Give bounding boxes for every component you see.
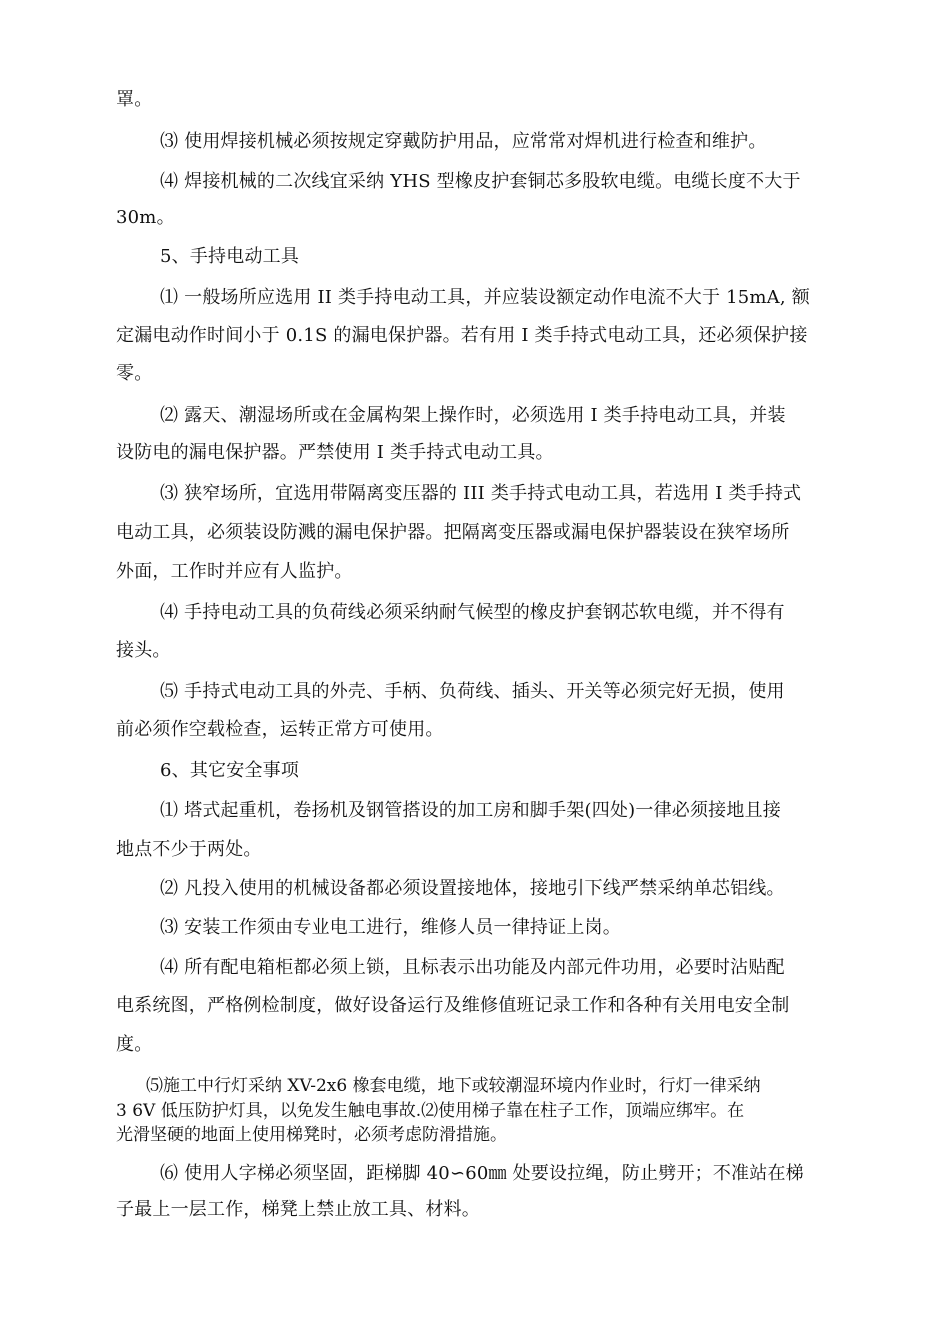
paragraph-line: ⑴ 塔式起重机，卷扬机及钢管搭设的加工房和脚手架(四处)一律必须接地且接 (160, 800, 781, 821)
paragraph-line: 子最上一层工作，梯凳上禁止放工具、材料。 (116, 1199, 480, 1220)
paragraph-line: ⑶ 使用焊接机械必须按规定穿戴防护用品，应常常对焊机进行检查和维护。 (160, 131, 767, 152)
paragraph-line: 零。 (116, 363, 153, 384)
paragraph-line: ⑹ 使用人字梯必须坚固，距梯脚 40∽60㎜ 处要设拉绳，防止劈开；不准站在梯 (160, 1163, 804, 1184)
paragraph-line: ⑸施工中行灯采纳 XV-2x6 橡套电缆，地下或较潮湿环境内作业时，行灯一律采纳 (146, 1076, 761, 1096)
paragraph-line: ⑷ 手持电动工具的负荷线必须采纳耐气候型的橡皮护套钢芯软电缆，并不得有 (160, 602, 785, 623)
section-heading: 5、手持电动工具 (160, 246, 300, 267)
paragraph-line: ⑶ 安装工作须由专业电工进行，维修人员一律持证上岗。 (160, 917, 621, 938)
paragraph-line: ⑵ 露天、潮湿场所或在金属构架上操作时，必须选用 I 类手持电动工具，并装 (160, 405, 786, 426)
paragraph-line: 度。 (116, 1034, 153, 1055)
paragraph-line: 设防电的漏电保护器。严禁使用 I 类手持式电动工具。 (116, 442, 554, 463)
paragraph-line: 30m。 (116, 207, 175, 228)
paragraph-line: 3 6V 低压防护灯具，以免发生触电事故.⑵使用梯子靠在柱子工作，顶端应绑牢。在 (116, 1101, 745, 1121)
paragraph-line: ⑷ 所有配电箱柜都必须上锁，且标表示出功能及内部元件功用，必要时沾贴配 (160, 957, 785, 978)
paragraph-line: ⑸ 手持式电动工具的外壳、手柄、负荷线、插头、开关等必须完好无损，使用 (160, 681, 785, 702)
paragraph-line: 定漏电动作时间小于 0.1S 的漏电保护器。若有用 I 类手持式电动工具，还必须保护接 (116, 325, 808, 346)
section-heading: 6、其它安全事项 (160, 760, 300, 781)
paragraph-line: 外面，工作时并应有人监护。 (116, 561, 353, 582)
paragraph-line: ⑴ 一般场所应选用 II 类手持电动工具，并应装设额定动作电流不大于 15mA, 额 (160, 287, 810, 308)
paragraph-line: 地点不少于两处。 (116, 839, 262, 860)
paragraph-line: ⑵ 凡投入使用的机械设备都必须设置接地体，接地引下线严禁采纳单芯铝线。 (160, 878, 785, 899)
paragraph-line: ⑶ 狭窄场所，宜选用带隔离变压器的 III 类手持式电动工具，若选用 I 类手持式 (160, 483, 802, 504)
paragraph-line: 前必须作空载检查，运转正常方可使用。 (116, 719, 444, 740)
paragraph-line: 接头。 (116, 640, 171, 661)
paragraph-line: 电系统图，严格例检制度，做好设备运行及维修值班记录工作和各种有关用电安全制 (116, 995, 790, 1016)
paragraph-line: 罩。 (116, 89, 153, 110)
paragraph-line: ⑷ 焊接机械的二次线宜采纳 YHS 型橡皮护套铜芯多股软电缆。电缆长度不大于 (160, 171, 801, 192)
paragraph-line: 电动工具，必须装设防溅的漏电保护器。把隔离变压器或漏电保护器装设在狭窄场所 (116, 522, 790, 543)
paragraph-line: 光滑坚硬的地面上使用梯凳时，必须考虑防滑措施。 (116, 1125, 507, 1145)
